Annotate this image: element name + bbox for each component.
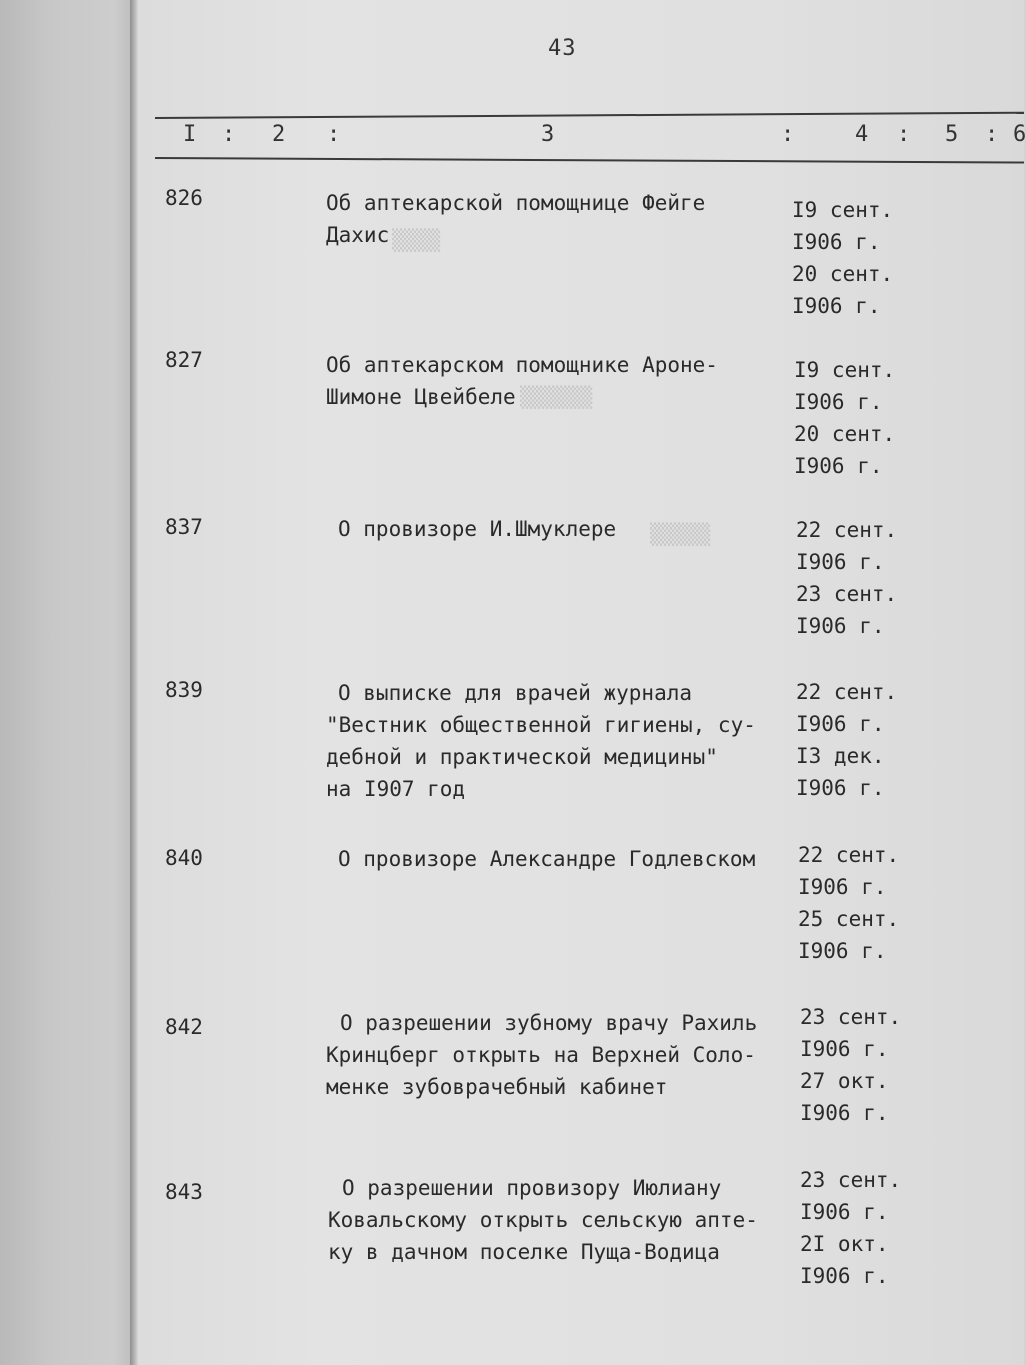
- entry-title-line: Дахис: [326, 223, 390, 247]
- show-through-mark: ▒▒▒▒▒: [650, 522, 711, 546]
- entry-date-line: 20 сент.: [792, 262, 894, 286]
- entry-date-line: 27 окт.: [800, 1069, 889, 1093]
- entry-title-line: менке зубоврачебный кабинет: [326, 1075, 668, 1099]
- column-header-1: I: [183, 122, 197, 147]
- entry-date-line: 23 сент.: [796, 582, 898, 606]
- entry-dates: [794, 354, 895, 482]
- entry-date-line: I906 г.: [796, 712, 885, 736]
- column-header-5: 5: [945, 122, 959, 147]
- entry-title-line: О провизоре И.Шмуклере: [338, 517, 617, 541]
- entry-title-line: "Вестник общественной гигиены, су-: [326, 713, 756, 737]
- entry-date-line: 22 сент.: [796, 680, 898, 704]
- entry-dates: [796, 676, 897, 804]
- entry-title-line: Ковальскому открыть сельскую апте-: [328, 1208, 758, 1232]
- entry-dates: [796, 514, 897, 642]
- entry-title-line: О провизоре Александре Годлевском: [338, 847, 756, 871]
- entry-number: 842: [165, 1015, 203, 1039]
- entry-date-line: I906 г.: [796, 550, 885, 574]
- entry-date-line: I906 г.: [792, 230, 881, 254]
- entry-title: [326, 1007, 757, 1103]
- entry-title-line: О разрешении зубному врачу Рахиль: [340, 1011, 758, 1035]
- entry-date-line: I906 г.: [792, 294, 881, 318]
- column-separator: :: [327, 122, 341, 147]
- entry-title-line: Кринцберг открыть на Верхней Соло-: [326, 1043, 756, 1067]
- entry-title: [326, 187, 705, 251]
- entry-title-line: на I907 год: [326, 777, 466, 801]
- entry-date-line: I906 г.: [796, 614, 885, 638]
- entry-title-line: Об аптекарской помощнице Фейге: [326, 191, 706, 215]
- entry-date-line: 20 сент.: [794, 422, 896, 446]
- entry-number: 840: [165, 846, 203, 870]
- entry-date-line: I9 сент.: [792, 198, 894, 222]
- entry-date-line: 25 сент.: [798, 907, 900, 931]
- entry-date-line: I906 г.: [800, 1200, 889, 1224]
- entry-number: 839: [165, 678, 203, 702]
- entry-title: [326, 349, 718, 413]
- column-separator: :: [897, 122, 911, 147]
- page-number: 43: [548, 36, 577, 61]
- column-header-2: 2: [272, 122, 286, 147]
- entry-number: 837: [165, 515, 203, 539]
- entry-dates: [798, 839, 899, 967]
- entry-title: [338, 513, 616, 545]
- entry-title-line: Шимоне Цвейбеле: [326, 385, 516, 409]
- entry-title-line: О выписке для врачей журнала: [338, 681, 693, 705]
- entry-title: [326, 677, 756, 805]
- entry-date-line: I906 г.: [800, 1264, 889, 1288]
- column-separator: :: [222, 122, 236, 147]
- entry-title-line: Об аптекарском помощнике Ароне-: [326, 353, 718, 377]
- entry-date-line: I906 г.: [794, 390, 883, 414]
- entry-date-line: 23 сент.: [800, 1168, 902, 1192]
- entry-title-line: дебной и практической медицины": [326, 745, 718, 769]
- column-separator: :: [781, 122, 795, 147]
- entry-dates: [800, 1164, 901, 1292]
- entry-number: 827: [165, 348, 203, 372]
- entry-title-line: О разрешении провизору Июлиану: [342, 1176, 722, 1200]
- entry-date-line: I906 г.: [798, 939, 887, 963]
- entry-date-line: 23 сент.: [800, 1005, 902, 1029]
- show-through-mark: ▒▒▒▒▒▒: [520, 385, 593, 409]
- entry-number: 843: [165, 1180, 203, 1204]
- entry-date-line: I906 г.: [794, 454, 883, 478]
- entry-date-line: I906 г.: [800, 1037, 889, 1061]
- entry-title: [338, 843, 755, 875]
- entry-date-line: 22 сент.: [798, 843, 900, 867]
- column-header-3: 3: [541, 122, 555, 147]
- page-binding: [130, 0, 138, 1365]
- entry-dates: [800, 1001, 901, 1129]
- show-through-mark: ▒▒▒▒: [392, 228, 441, 252]
- entry-title-line: ку в дачном поселке Пуща-Водица: [328, 1240, 720, 1264]
- entry-dates: [792, 194, 893, 322]
- entry-date-line: 22 сент.: [796, 518, 898, 542]
- entry-date-line: I906 г.: [798, 875, 887, 899]
- entry-date-line: I3 дек.: [796, 744, 885, 768]
- entry-date-line: I9 сент.: [794, 358, 896, 382]
- column-separator: :: [985, 122, 999, 147]
- entry-number: 826: [165, 186, 203, 210]
- adjacent-page: [0, 0, 134, 1365]
- entry-date-line: I906 г.: [796, 776, 885, 800]
- entry-title: [328, 1172, 758, 1268]
- column-header-6: 6: [1013, 122, 1026, 147]
- entry-date-line: I906 г.: [800, 1101, 889, 1125]
- entry-date-line: 2I окт.: [800, 1232, 889, 1256]
- column-header-4: 4: [855, 122, 869, 147]
